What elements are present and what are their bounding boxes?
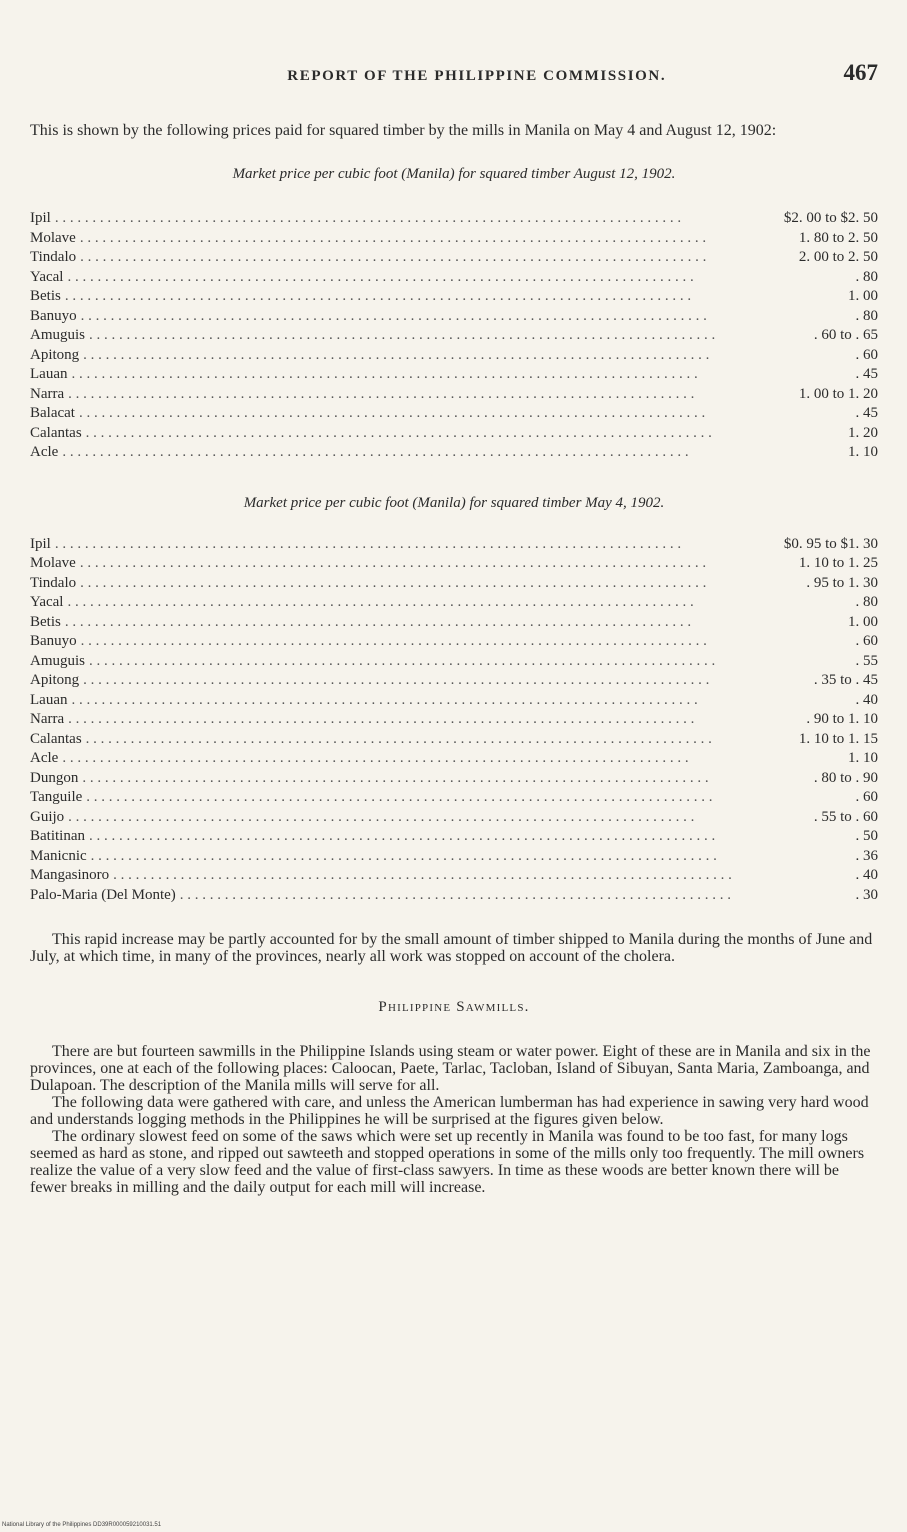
- timber-price: . 36: [855, 847, 878, 864]
- timber-name: Manicnic: [30, 847, 87, 864]
- timber-name: Acle: [30, 750, 59, 766]
- leader-dots: [67, 594, 734, 611]
- leader-dots: [89, 653, 734, 670]
- table-row: [30, 809, 878, 829]
- timber-price: . 80: [855, 307, 878, 324]
- table-row: [30, 327, 878, 347]
- timber-name: Mangasinoro: [30, 867, 110, 883]
- section-heading: Philippine Sawmills.: [378, 999, 530, 1015]
- table-row: [30, 230, 878, 250]
- leader-dots: [68, 386, 734, 403]
- leader-dots: [82, 770, 734, 787]
- increase-paragraph: This rapid increase may be partly accounted for by the small amount of timber shipped to Manila during the months of June and July, at which time, in many of the provinces, nearly all work was stopped on account of the cholera.: [30, 931, 873, 965]
- page-title: REPORT OF THE PHILIPPINE COMMISSION.: [287, 68, 667, 84]
- timber-price: 1. 10: [848, 750, 878, 766]
- leader-dots: [89, 327, 734, 344]
- timber-name: Tindalo: [30, 249, 77, 265]
- timber-name: Banuyo: [30, 633, 77, 649]
- timber-price: . 45: [855, 366, 878, 382]
- table-row: [30, 887, 878, 907]
- table1-caption: Market price per cubic foot (Manila) for squared timber August 12, 1902.: [232, 166, 676, 182]
- page-number: 467: [843, 60, 878, 85]
- timber-name: Acle: [30, 444, 59, 460]
- timber-price: 1. 10: [848, 444, 878, 460]
- table-row: [30, 288, 878, 308]
- timber-name: Amuguis: [30, 652, 86, 669]
- timber-name: Tanguile: [30, 789, 83, 805]
- table-row: [30, 770, 878, 790]
- table-row: [30, 867, 878, 887]
- timber-name: Calantas: [30, 424, 82, 441]
- leader-dots: [180, 887, 734, 904]
- timber-price: . 40: [855, 867, 878, 883]
- timber-name: Narra: [30, 385, 65, 402]
- timber-price: 1. 10 to 1. 15: [798, 730, 878, 747]
- table-row: [30, 633, 878, 653]
- leader-dots: [65, 288, 734, 305]
- leader-dots: [80, 575, 734, 592]
- timber-name: Molave: [30, 555, 76, 571]
- table-row: [30, 594, 878, 614]
- timber-price: 1. 00 to 1. 20: [798, 385, 878, 402]
- table-row: [30, 672, 878, 692]
- timber-price: . 30: [855, 886, 878, 903]
- leader-dots: [86, 731, 734, 748]
- table-row: [30, 828, 878, 848]
- price-table-august: [30, 210, 878, 464]
- table-row: [30, 405, 878, 425]
- timber-price: . 90 to 1. 10: [806, 711, 878, 727]
- timber-price: . 60: [855, 633, 878, 649]
- table-row: [30, 789, 878, 809]
- timber-name: Apitong: [30, 672, 80, 688]
- table-row: [30, 653, 878, 673]
- timber-name: Palo-Maria (Del Monte): [30, 886, 176, 903]
- table-row: [30, 536, 878, 556]
- table-row: [30, 555, 878, 575]
- timber-price: . 40: [855, 691, 878, 708]
- timber-price: . 60 to . 65: [813, 327, 878, 343]
- timber-price: . 55 to . 60: [813, 808, 878, 825]
- timber-price: . 80 to . 90: [813, 769, 878, 786]
- leader-dots: [55, 210, 734, 227]
- leader-dots: [62, 750, 734, 767]
- leader-dots: [62, 444, 734, 461]
- timber-name: Amuguis: [30, 327, 86, 343]
- leader-dots: [68, 711, 734, 728]
- leader-dots: [71, 692, 734, 709]
- leader-dots: [68, 809, 734, 826]
- table-row: [30, 692, 878, 712]
- leader-dots: [89, 828, 734, 845]
- timber-name: Yacal: [30, 594, 64, 610]
- table-row: [30, 614, 878, 634]
- leader-dots: [80, 555, 734, 572]
- timber-name: Betis: [30, 613, 61, 630]
- leader-dots: [86, 425, 734, 442]
- timber-name: Apitong: [30, 346, 80, 363]
- leader-dots: [67, 269, 734, 286]
- table-row: [30, 711, 878, 731]
- timber-price: . 80: [855, 594, 878, 610]
- leader-dots: [71, 366, 734, 383]
- leader-dots: [113, 867, 734, 884]
- table2-caption: Market price per cubic foot (Manila) for squared timber May 4, 1902.: [243, 494, 665, 511]
- timber-name: Banuyo: [30, 307, 77, 324]
- timber-name: Betis: [30, 288, 61, 304]
- timber-price: 2. 00 to 2. 50: [798, 249, 878, 265]
- timber-name: Molave: [30, 229, 76, 246]
- body-paragraph: The ordinary slowest feed on some of the saws which were set up recently in Manila was found to be too fast, for many logs seemed as hard as stone, and ripped out sawteeth and stopped operations in some of the mills only too frequently. The mill owners realize the value of a very slow feed and the value of first-class sawyers. In time as these woods are better known there will be fewer breaks in milling and the daily output for each mill will increase.: [30, 1128, 865, 1196]
- table-row: [30, 425, 878, 445]
- timber-name: Calantas: [30, 730, 82, 747]
- timber-name: Balacat: [30, 405, 75, 421]
- timber-price: 1. 00: [848, 288, 878, 304]
- intro-paragraph: This is shown by the following prices paid for squared timber by the mills in Manila on May 4 and August 12, 1902:: [30, 122, 777, 139]
- timber-price: . 50: [855, 828, 878, 844]
- timber-name: Lauan: [30, 691, 68, 708]
- leader-dots: [80, 230, 734, 247]
- timber-name: Narra: [30, 711, 65, 727]
- timber-name: Lauan: [30, 366, 68, 382]
- timber-price: . 55: [855, 652, 878, 669]
- table-row: [30, 308, 878, 328]
- leader-dots: [83, 672, 734, 689]
- table-row: [30, 269, 878, 289]
- timber-price: . 60: [855, 789, 878, 805]
- leader-dots: [91, 848, 734, 865]
- timber-price: 1. 80 to 2. 50: [798, 229, 878, 246]
- timber-price: . 95 to 1. 30: [806, 574, 878, 591]
- document-page: [30, 60, 878, 1196]
- leader-dots: [55, 536, 734, 553]
- timber-price: . 60: [855, 346, 878, 363]
- timber-price: 1. 10 to 1. 25: [798, 555, 878, 571]
- table-row: [30, 848, 878, 868]
- timber-price: 1. 20: [848, 424, 878, 441]
- table-row: [30, 210, 878, 230]
- timber-price: . 35 to . 45: [813, 672, 878, 688]
- timber-name: Batitinan: [30, 828, 85, 844]
- leader-dots: [81, 308, 734, 325]
- leader-dots: [79, 405, 734, 422]
- table-row: [30, 731, 878, 751]
- leader-dots: [83, 347, 734, 364]
- price-table-may: [30, 536, 878, 907]
- timber-name: Ipil: [30, 210, 51, 226]
- leader-dots: [86, 789, 734, 806]
- table-row: [30, 249, 878, 269]
- table-row: [30, 347, 878, 367]
- table-row: [30, 750, 878, 770]
- leader-dots: [80, 249, 734, 266]
- timber-name: Ipil: [30, 535, 51, 552]
- timber-name: Guijo: [30, 808, 65, 825]
- table-row: [30, 575, 878, 595]
- table-row: [30, 444, 878, 464]
- timber-price: 1. 00: [848, 613, 878, 630]
- timber-name: Yacal: [30, 268, 64, 285]
- leader-dots: [81, 633, 734, 650]
- body-paragraph: The following data were gathered with care, and unless the American lumberman has had experience in sawing very hard wood and understands logging methods in the Philippines he will be surprised at the figures given below.: [30, 1094, 869, 1128]
- body-paragraph: There are but fourteen sawmills in the Philippine Islands using steam or water power. Eight of these are in Manila and six in the provinces, one at each of the following places: Caloocan, Paete, Tarlac, Tacloban, Island of Sibuyan, Santa Maria, Zamboanga, and Dulapoan. The description of the Manila mills will serve for all.: [30, 1043, 871, 1094]
- timber-price: $2. 00 to $2. 50: [783, 210, 878, 226]
- timber-price: $0. 95 to $1. 30: [783, 535, 878, 552]
- timber-price: . 80: [855, 268, 878, 285]
- timber-name: Tindalo: [30, 574, 77, 591]
- timber-name: Dungon: [30, 769, 79, 786]
- table-row: [30, 366, 878, 386]
- timber-price: . 45: [855, 405, 878, 421]
- table-row: [30, 386, 878, 406]
- library-footer: National Library of the Philippines DD39R000059210031.51: [2, 1522, 162, 1528]
- leader-dots: [65, 614, 734, 631]
- page-header: [30, 60, 878, 104]
